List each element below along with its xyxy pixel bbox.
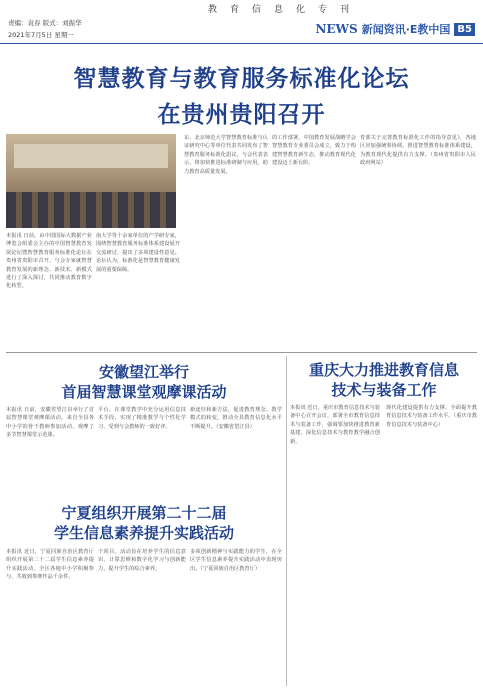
section-badge [315,20,475,38]
column-label: 新闻资讯·E教中国 [361,23,451,36]
column-top-label: 教育信息化专刊 [207,5,362,15]
main-headline-line1: 智慧教育与教育服务标准化论坛 [73,65,410,92]
anhui-body-col2: 平台，在课堂教学中充分运用信息技术手段，实现了精准教学与个性化学习，受到与会教师的一致好评。 [98,407,186,430]
main-body-col4: 的工作部署，中国教育发展战略学会智慧教育专业委员会成立，致力于构建智慧教育新生态，推动教育现代化建设迈上新台阶。 [272,135,356,167]
main-headline-line2: 在贵州贵阳召开 [157,101,326,128]
anhui-headline [6,362,282,402]
ningxia-body-col1: 本报讯 近日，宁夏回族自治区教育厅组织开展第二十二届学生信息素养提升实践活动，全区各地中小学积极参与，共收到参赛作品千余件。 [6,549,94,581]
main-body-col5: 育部关于完善教育标准化工作的指导意见》，各地区应加强统筹协调，推进智慧教育标准体系建设，为教育现代化提供有力支撑。（贵州省贵阳市人民政府网站） [360,135,476,167]
main-body-col3: 东、北京师范大学智慧教育标准与认证研究中心等单位代表共同发布了智慧教育服务标准化倡议。与会代表表示，将加快推进标准研制与应用，助力教育高质量发展。 [184,135,268,175]
ningxia-body-col3: 多项创新精神与实践能力的学生，在全区学生信息素养提升实践活动中表现突出。（宁夏回族自治区教育厅） [190,549,282,572]
ningxia-headline-line2: 学生信息素养提升实践活动 [53,524,234,542]
masthead [0,0,483,44]
news-label: NEWS [315,22,358,36]
chongqing-headline [290,360,478,400]
main-body-col1: 本报讯 日前，由中国国际大数据产业博览会组委会主办的中国智慧教育发展论坛暨智慧教育服务标准化论坛在贵州省贵阳市召开。与会专家就智慧教育发展的新理念、新技术、新模式进行了深入探讨，共同推动教育数字化转型。 [6,233,92,290]
editor-line: 责编：袁春 版式：刘振华 [8,19,82,27]
forum-photo [6,134,176,228]
anhui-body-col3: 新途径和新方法，促进教育理念、教学模式的转变，推动全县教育信息化水平不断提升。（安徽省望江县） [190,407,282,430]
chongqing-headline-line2: 技术与装备工作 [331,381,437,399]
anhui-headline-line1: 安徽望江举行 [98,363,189,381]
chongqing-body-col2: 现代化建设提供有力支撑，全面提升教育信息技术与装备工作水平。（重庆市教育信息技术与装备中心） [386,405,477,428]
date-line: 2021年7月5日 星期一 [8,31,74,39]
chongqing-body-col1: 本报讯 近日，重庆市教育信息技术与装备中心召开会议，部署全市教育信息技术与装备工作，强调要加快推进教育新基建，深化信息技术与教育教学融合创新。 [290,405,380,445]
anhui-headline-line2: 首届智慧课堂观摩课活动 [61,383,227,401]
ningxia-headline [6,503,282,543]
page-number: B5 [454,23,475,36]
column-divider [286,356,287,686]
chongqing-headline-line1: 重庆大力推进教育信息 [308,361,459,379]
ningxia-headline-line1: 宁夏组织开展第二十二届 [61,504,227,522]
ningxia-body-col2: 个项目。活动旨在培养学生的信息意识、计算思维和数字化学习与创新能力，提升学生的综合素养。 [98,549,186,572]
anhui-body-col1: 本报讯 日前，安徽省望江县举行了首届智慧课堂观摩课活动。来自全县各中小学的骨干教师参加活动，观摩了多节智慧课堂示范课。 [6,407,94,439]
section-divider [6,352,477,353]
main-body-col2: 南大学等十余家单位的产学研专家，围绕智慧教育服务标准体系建设展开交流研讨，提出了多项建设性意见。论坛认为，标准化是智慧教育健康发展的重要保障。 [96,233,180,273]
